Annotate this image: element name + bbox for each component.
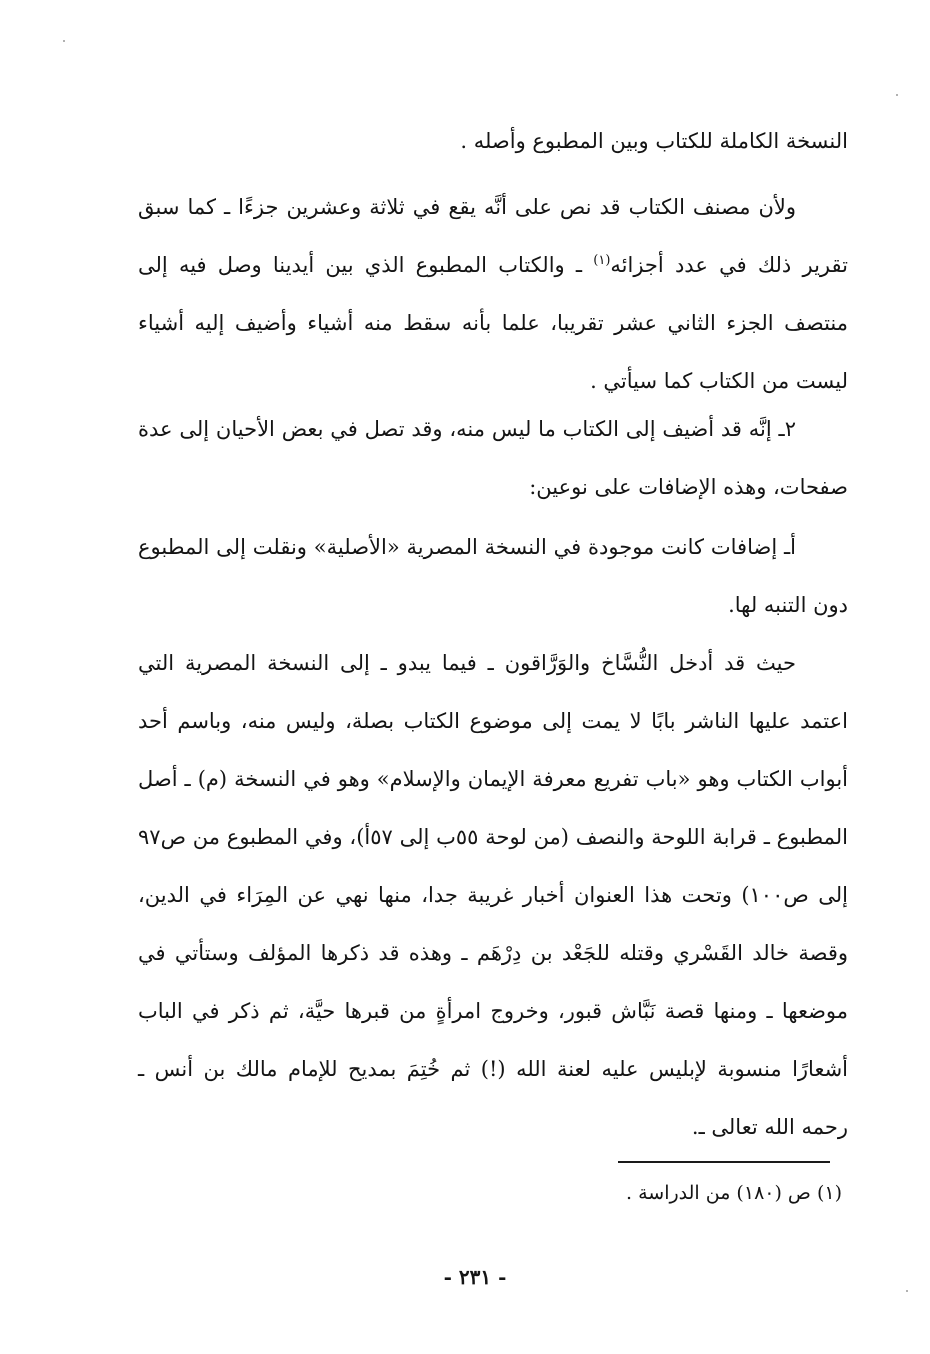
scan-speck	[63, 40, 65, 42]
page-number: - ٢٣١ -	[443, 1265, 507, 1289]
footnote-separator	[618, 1161, 830, 1163]
paragraph-text: أـ إضافات كانت موجودة في النسخة المصرية «الأصلية» ونقلت إلى المطبوع دون التنبه لها.	[138, 535, 848, 617]
paragraph-text: النسخة الكاملة للكتاب وبين المطبوع وأصله .	[460, 129, 848, 153]
paragraph-continuation	[138, 112, 848, 170]
paragraph-text-before-ref: ولأن مصنف الكتاب قد نص على أنَّه يقع في ثلاثة وعشرين جزءًا ـ كما سبق تقرير ذلك في عدد أجزائه	[138, 195, 848, 277]
scan-speck	[896, 94, 898, 96]
paragraph-text	[138, 178, 848, 410]
paragraph-text-after-ref: ـ والكتاب المطبوع الذي بين أيدينا وصل فيه إلى منتصف الجزء الثاني عشر تقريبا، علما بأنه سقط منه أشياء وأضيف إليه أشياء ليست من الكتاب كما سيأتي .	[138, 253, 848, 393]
paragraph-point-a	[138, 518, 848, 634]
paragraph-text: حيث قد أدخل النُّسَّاخ والوَرَّاقون ـ فيما يبدو ـ إلى النسخة المصرية التي اعتمد عليها الناشر بابًا لا يمت إلى موضوع الكتاب بصلة، وليس منه، وباسم أحد أبواب الكتاب وهو «باب تفريع معرفة الإيمان والإسلام» وهو في النسخة (م) ـ أصل المطبوع ـ قرابة اللوحة والنصف (من لوحة ٥٥ب إلى ٥٧أ)، وفي المطبوع من ص٩٧ إلى ص١٠٠) وتحت هذا العنوان أخبار غريبة جدا، منها نهي عن المِرَاء في الدين، وقصة خالد القَسْري وقتله للجَعْد بن دِرْهَم ـ وهذه قد ذكرها المؤلف وستأتي في موضعها ـ ومنها قصة نَبَّاش قبور، وخروج امرأةٍ من قبرها حيَّة، ثم ذكر في الباب أشعارًا منسوبة لإبليس عليه لعنة الله (!) ثم خُتِمَ بمديح للإمام مالك بن أنس ـ رحمه الله تعالى ـ.	[138, 651, 848, 1139]
paragraph-text: ٢ـ إنَّه قد أضيف إلى الكتاب ما ليس منه، وقد تصل في بعض الأحيان إلى عدة صفحات، وهذه الإضافات على نوعين:	[138, 417, 848, 499]
paragraph-explanation	[138, 634, 848, 1156]
footnote-reference: (١)	[593, 253, 611, 268]
scan-speck	[906, 1290, 908, 1292]
footnote: (١) ص (١٨٠) من الدراسة .	[626, 1182, 842, 1204]
paragraph-volumes	[138, 178, 848, 410]
paragraph-point-2	[138, 400, 848, 516]
